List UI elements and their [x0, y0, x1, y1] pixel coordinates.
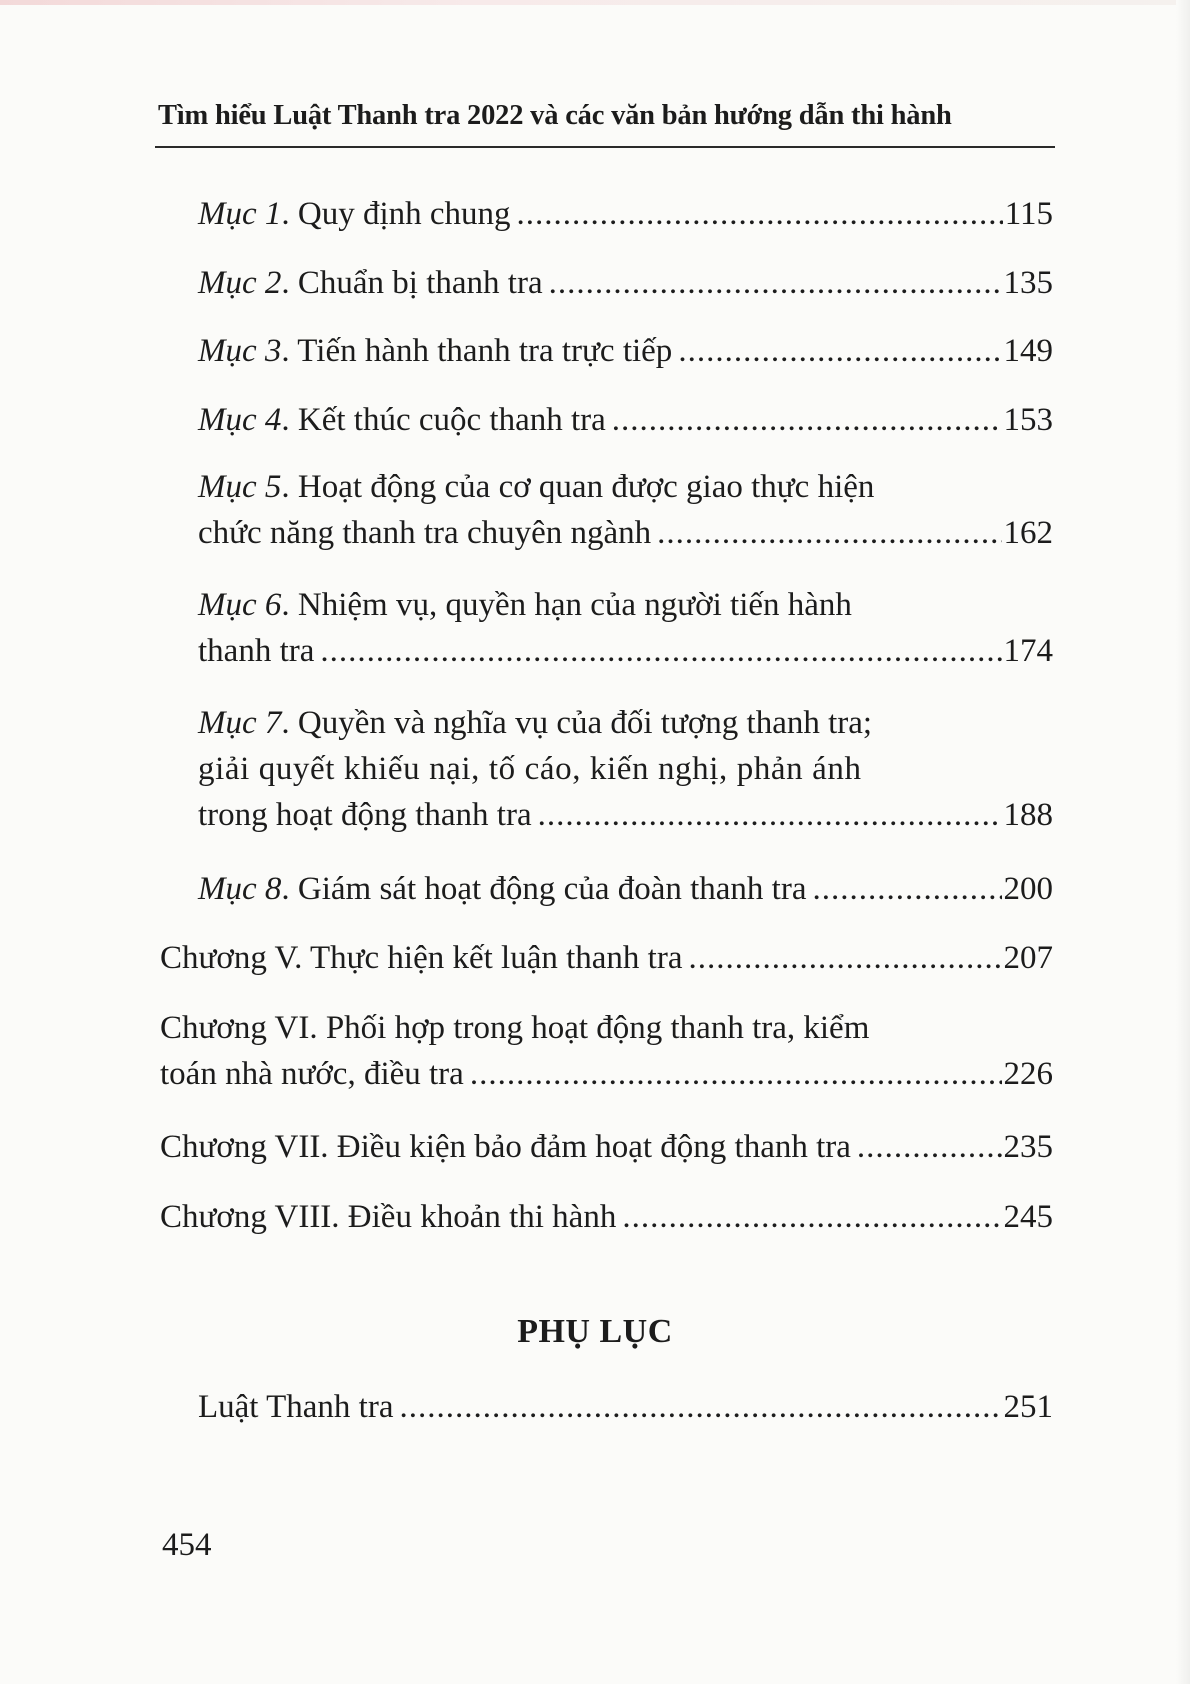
toc-entry[interactable]	[198, 866, 1053, 912]
toc-entry[interactable]	[198, 464, 1053, 556]
toc-page-number: 174	[1003, 633, 1053, 669]
toc-entry-title: . Tiến hành thanh tra trực tiếp	[281, 333, 673, 369]
toc-entry-title: . Nhiệm vụ, quyền hạn của người tiến hành	[281, 587, 852, 623]
toc-page-number: 153	[1003, 402, 1053, 438]
page-edge	[0, 0, 1190, 5]
toc-page-number: 245	[1003, 1199, 1053, 1235]
toc-entry-prefix: Mục 3	[198, 333, 282, 369]
toc-entry[interactable]	[160, 1005, 1053, 1097]
toc-dot-leader	[813, 866, 1002, 912]
toc-page-number: 200	[1003, 871, 1053, 907]
toc-page-number: 188	[1003, 797, 1053, 833]
toc-entry-title-continued: trong hoạt động thanh tra	[198, 797, 532, 833]
toc-entry[interactable]	[198, 700, 1053, 838]
toc-page-number: 115	[1004, 196, 1053, 232]
toc-entry-prefix: Mục 1	[198, 196, 282, 232]
toc-entry-title-continued: giải quyết khiếu nại, tố cáo, kiến nghị, phản ánh	[198, 751, 862, 787]
toc-page-number: 149	[1003, 333, 1053, 369]
toc-entry-prefix: Mục 5	[198, 469, 282, 505]
toc-entry[interactable]	[198, 191, 1053, 237]
page-number: 454	[162, 1527, 212, 1563]
toc-page-number: 235	[1003, 1129, 1053, 1165]
toc-page-number: 226	[1003, 1056, 1053, 1092]
toc-entry-title: . Quyền và nghĩa vụ của đối tượng thanh tra;	[281, 705, 873, 741]
toc-dot-leader	[612, 397, 1002, 443]
toc-dot-leader	[538, 792, 1002, 838]
appendix-heading: PHỤ LỤC	[517, 1313, 673, 1350]
toc-entry-title: . Chuẩn bị thanh tra	[281, 265, 543, 301]
toc-page-number: 162	[1003, 515, 1053, 551]
toc-entry-title: Luật Thanh tra	[198, 1389, 394, 1425]
toc-entry-title: Chương V. Thực hiện kết luận thanh tra	[160, 940, 683, 976]
toc-entry[interactable]	[198, 397, 1053, 443]
toc-dot-leader	[657, 510, 1001, 556]
toc-entry-title: Chương VIII. Điều khoản thi hành	[160, 1199, 617, 1235]
toc-entry-title-continued: toán nhà nước, điều tra	[160, 1056, 464, 1092]
toc-entry-title: Chương VI. Phối hợp trong hoạt động thanh tra, kiểm	[160, 1010, 870, 1046]
toc-entry-title: . Giám sát hoạt động của đoàn thanh tra	[281, 871, 807, 907]
toc-entry-title: . Kết thúc cuộc thanh tra	[281, 402, 606, 438]
toc-entry-title-continued: chức năng thanh tra chuyên ngành	[198, 515, 652, 551]
toc-page-number: 207	[1003, 940, 1053, 976]
toc-dot-leader	[470, 1051, 1002, 1097]
page-edge	[1176, 0, 1190, 1684]
toc-entry-title-continued: thanh tra	[198, 633, 315, 669]
toc-entry-prefix: Mục 4	[198, 402, 282, 438]
appendix-entry[interactable]	[198, 1384, 1053, 1430]
toc-dot-leader	[689, 935, 1002, 981]
toc-dot-leader	[678, 328, 1001, 374]
toc-entry[interactable]	[160, 1124, 1053, 1170]
toc-entry[interactable]	[198, 260, 1053, 306]
header-rule	[155, 146, 1055, 148]
toc-entry[interactable]	[160, 1194, 1053, 1240]
toc-page-number: 251	[1003, 1389, 1053, 1425]
toc-page-number: 135	[1003, 265, 1053, 301]
toc-entry-title: . Hoạt động của cơ quan được giao thực hiện	[281, 469, 875, 505]
toc-entry-prefix: Mục 7	[198, 705, 282, 741]
toc-dot-leader	[549, 260, 1002, 306]
toc-dot-leader	[622, 1194, 1001, 1240]
toc-dot-leader	[857, 1124, 1002, 1170]
toc-entry-prefix: Mục 6	[198, 587, 282, 623]
toc-entry-prefix: Mục 8	[198, 871, 282, 907]
toc-dot-leader	[517, 191, 1003, 237]
toc-entry-prefix: Mục 2	[198, 265, 282, 301]
toc-dot-leader	[320, 628, 1001, 674]
toc-entry-title: Chương VII. Điều kiện bảo đảm hoạt động thanh tra	[160, 1129, 851, 1165]
toc-entry[interactable]	[160, 935, 1053, 981]
toc-entry[interactable]	[198, 582, 1053, 674]
running-header: Tìm hiểu Luật Thanh tra 2022 và các văn bản hướng dẫn thi hành	[158, 100, 952, 131]
toc-entry[interactable]	[198, 328, 1053, 374]
toc-dot-leader	[400, 1384, 1002, 1430]
toc-entry-title: . Quy định chung	[281, 196, 511, 232]
